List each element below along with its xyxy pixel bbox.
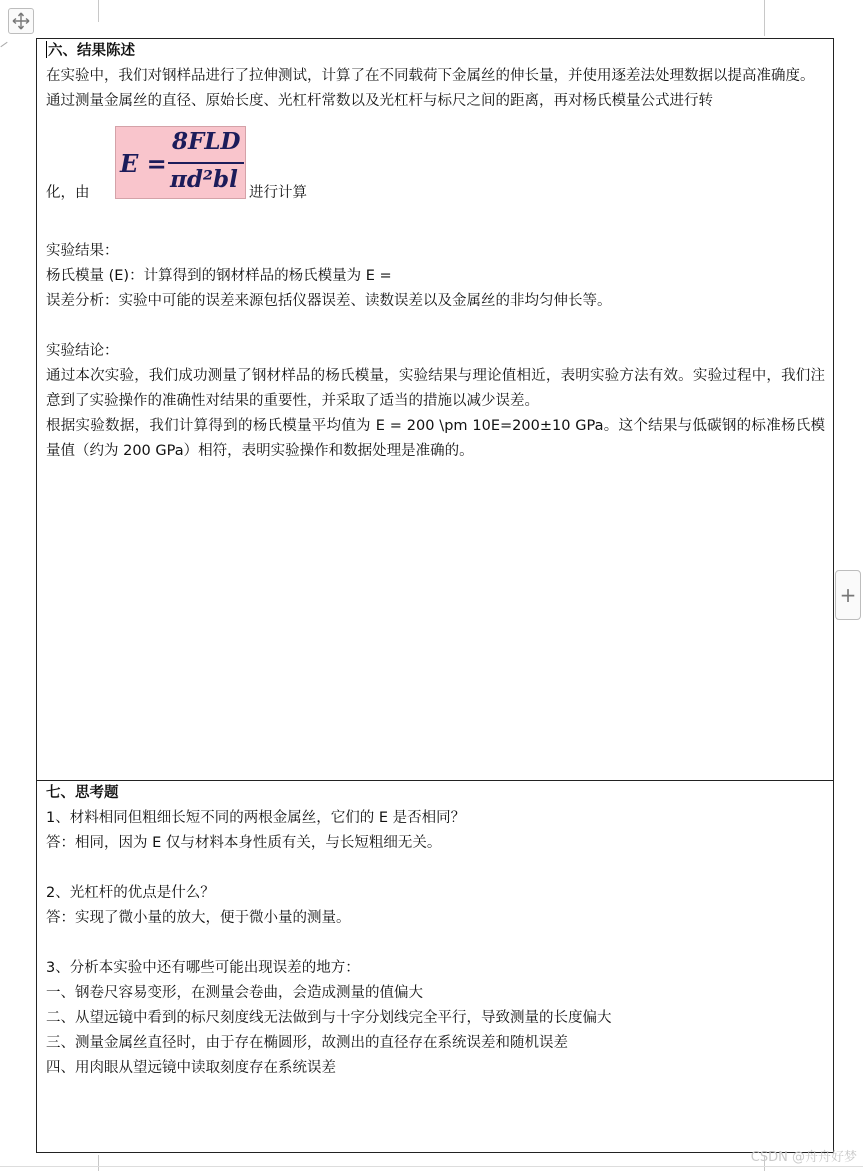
formula-line xyxy=(46,114,825,214)
move-icon xyxy=(12,12,30,30)
table-move-handle[interactable] xyxy=(8,8,34,34)
question-1: 1、材料相同但粗细长短不同的两根金属丝，它们的 E 是否相同？ xyxy=(46,810,466,826)
answer-3-item: 一、钢卷尺容易变形，在测量会卷曲，会造成测量的值偏大 xyxy=(46,985,423,1001)
answer-2: 答：实现了微小量的放大，便于微小量的测量。 xyxy=(46,910,351,926)
formula-prefix: 化，由 xyxy=(46,185,90,201)
section6-paragraph-1: 在实验中，我们对钢样品进行了拉伸测试，计算了在不同载荷下金属丝的伸长量，并使用逐差法处理数据以提高准确度。 xyxy=(46,68,815,84)
results-error-analysis: 误差分析：实验中可能的误差来源包括仪器误差、读数误差以及金属丝的非均匀伸长等。 xyxy=(46,293,612,309)
question-3: 3、分析本实验中还有哪些可能出现误差的地方： xyxy=(46,960,360,976)
youngs-modulus-formula[interactable] xyxy=(115,126,246,199)
add-column-button[interactable]: + xyxy=(835,570,861,620)
answer-1: 答：相同，因为 E 仅与材料本身性质有关，与长短粗细无关。 xyxy=(46,835,442,851)
section-questions-cell[interactable] xyxy=(37,780,833,1152)
section6-heading: 六、结果陈述 xyxy=(48,43,135,59)
conclusion-title: 实验结论： xyxy=(46,343,119,359)
page-bottom-rule xyxy=(0,1166,863,1167)
answer-3-item: 四、用肉眼从望远镜中读取刻度存在系统误差 xyxy=(46,1060,336,1076)
blank-line xyxy=(46,931,825,956)
blank-line xyxy=(46,314,825,339)
answer-3-item: 三、测量金属丝直径时，由于存在椭圆形，故测出的直径存在系统误差和随机误差 xyxy=(46,1035,568,1051)
formula-suffix: 进行计算 xyxy=(249,185,307,201)
results-title: 实验结果： xyxy=(46,243,119,259)
question-2: 2、光杠杆的优点是什么？ xyxy=(46,885,215,901)
conclusion-paragraph-2: 根据实验数据，我们计算得到的杨氏模量平均值为 E = 200 \pm 10E=200±10 GPa。这个结果与低碳钢的标准杨氏模量值（约为 200 GPa）相符，表明实验操作和数据处理是准确的。 xyxy=(46,418,825,459)
csdn-watermark: CSDN @舟舟好梦 xyxy=(750,1150,857,1165)
section7-heading: 七、思考题 xyxy=(46,785,119,801)
page-corner-mark-left xyxy=(98,0,99,22)
conclusion-paragraph-1: 通过本次实验，我们成功测量了钢材样品的杨氏模量，实验结果与理论值相近，表明实验方法有效。实验过程中，我们注意到了实验操作的准确性对结果的重要性，并采取了适当的措施以减少误差。 xyxy=(46,368,825,409)
section-results-cell[interactable] xyxy=(37,39,833,780)
blank-line xyxy=(46,214,825,239)
report-table xyxy=(36,38,834,1153)
formula-denominator: πd²bl xyxy=(170,166,238,193)
text-cursor xyxy=(46,41,47,58)
page-corner-mark-right xyxy=(764,0,765,36)
section6-paragraph-2: 通过测量金属丝的直径、原始长度、光杠杆常数以及光杠杆与标尺之间的距离，再对杨氏模量公式进行转 xyxy=(46,93,713,109)
page-corner-mark-bottom-left xyxy=(98,1155,99,1171)
answer-3-item: 二、从望远镜中看到的标尺刻度线无法做到与十字分划线完全平行，导致测量的长度偏大 xyxy=(46,1010,612,1026)
margin-tick xyxy=(0,42,7,47)
formula-fraction-bar xyxy=(168,162,244,164)
blank-line xyxy=(46,856,825,881)
formula-lhs: E = xyxy=(120,149,167,178)
results-modulus: 杨氏模量 (E)：计算得到的钢材样品的杨氏模量为 E = xyxy=(46,268,392,284)
formula-numerator: 8FLD xyxy=(172,128,241,155)
